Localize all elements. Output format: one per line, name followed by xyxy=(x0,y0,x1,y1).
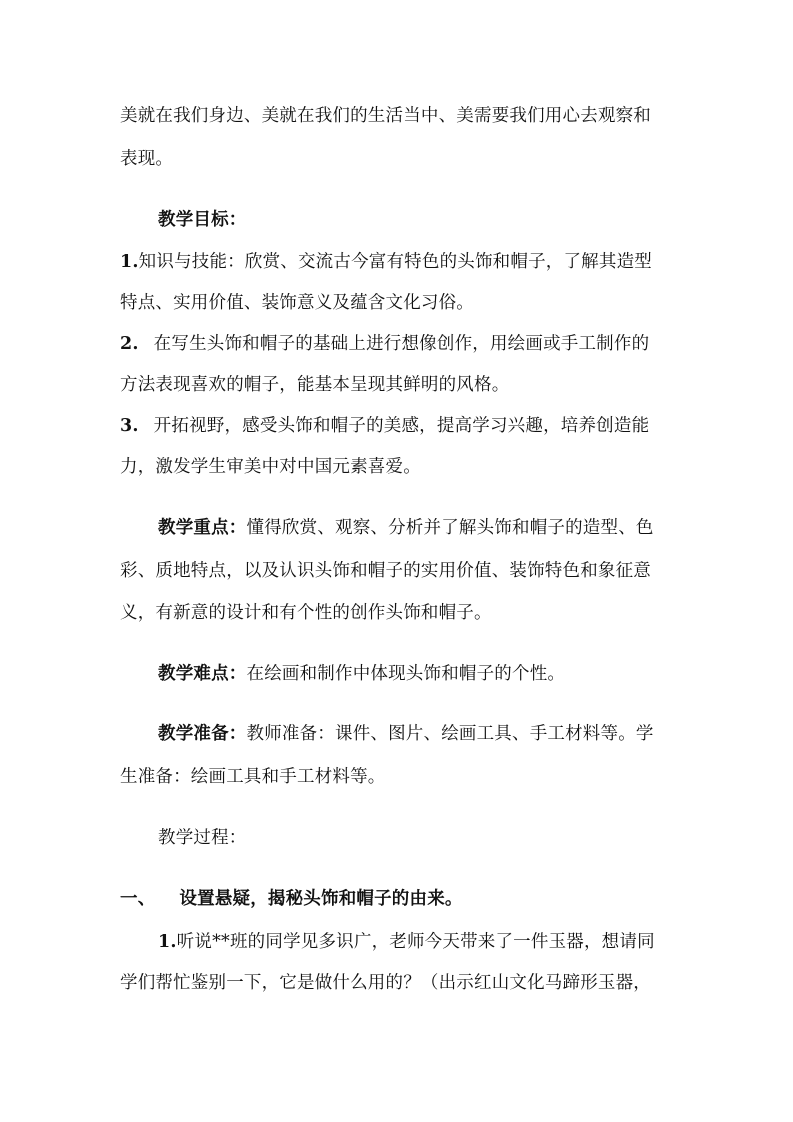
objective-3-text: 开拓视野，感受头饰和帽子的美感，提高学习兴趣，培养创造能 xyxy=(153,416,650,436)
key-points-text: 懂得欣赏、观察、分析并了解头饰和帽子的造型、色 xyxy=(246,518,654,538)
preparation-line-1 xyxy=(158,722,654,746)
difficulties-label: 教学难点： xyxy=(158,664,247,684)
preparation-text: 教师准备：课件、图片、绘画工具、手工材料等。学 xyxy=(246,724,654,744)
objective-1-line-1 xyxy=(120,250,652,274)
objective-1-text: 知识与技能：欣赏、交流古今富有特色的头饰和帽子，了解其造型 xyxy=(138,252,652,272)
section-1-item-line-1 xyxy=(158,930,655,954)
objective-3-line-2: 力，激发学生审美中对中国元素喜爱。 xyxy=(120,457,421,477)
section-1-item-line-2: 学们帮忙鉴别一下，它是做什么用的？（出示红山文化马蹄形玉器， xyxy=(120,973,651,993)
section-1-number: 一、 xyxy=(120,889,156,909)
key-points-label: 教学重点： xyxy=(158,518,247,538)
key-points-line-2: 彩、质地特点，以及认识头饰和帽子的实用价值、装饰特色和象征意 xyxy=(120,561,651,581)
difficulties-line xyxy=(158,662,565,686)
objectives-heading: 教学目标： xyxy=(158,210,247,230)
objective-2-number: 2. xyxy=(120,334,139,354)
key-points-line-1 xyxy=(158,516,654,540)
section-1-heading xyxy=(120,887,463,911)
objective-1-line-2: 特点、实用价值、装饰意义及蕴含文化习俗。 xyxy=(120,293,474,313)
process-heading: 教学过程： xyxy=(158,828,247,848)
objective-2-line-2: 方法表现喜欢的帽子，能基本呈现其鲜明的风格。 xyxy=(120,375,510,395)
preparation-label: 教学准备： xyxy=(158,724,247,744)
objective-3-number: 3. xyxy=(120,416,139,436)
objective-1-number: 1. xyxy=(120,252,139,272)
section-1-item-text: 听说**班的同学见多识广，老师今天带来了一件玉器，想请同 xyxy=(176,932,655,952)
section-1-title: 设置悬疑，揭秘头饰和帽子的由来。 xyxy=(179,889,463,909)
intro-line-2: 表现。 xyxy=(120,149,174,169)
objective-3-line-1 xyxy=(120,414,649,438)
key-points-line-3: 义，有新意的设计和有个性的创作头饰和帽子。 xyxy=(120,603,492,623)
section-1-item-number: 1. xyxy=(158,932,177,952)
objective-2-line-1 xyxy=(120,332,649,356)
intro-line-1: 美就在我们身边、美就在我们的生活当中、美需要我们用心去观察和 xyxy=(120,106,651,126)
preparation-line-2: 生准备：绘画工具和手工材料等。 xyxy=(120,767,386,787)
objective-2-text: 在写生头饰和帽子的基础上进行想像创作，用绘画或手工制作的 xyxy=(153,334,650,354)
difficulties-text: 在绘画和制作中体现头饰和帽子的个性。 xyxy=(246,664,566,684)
